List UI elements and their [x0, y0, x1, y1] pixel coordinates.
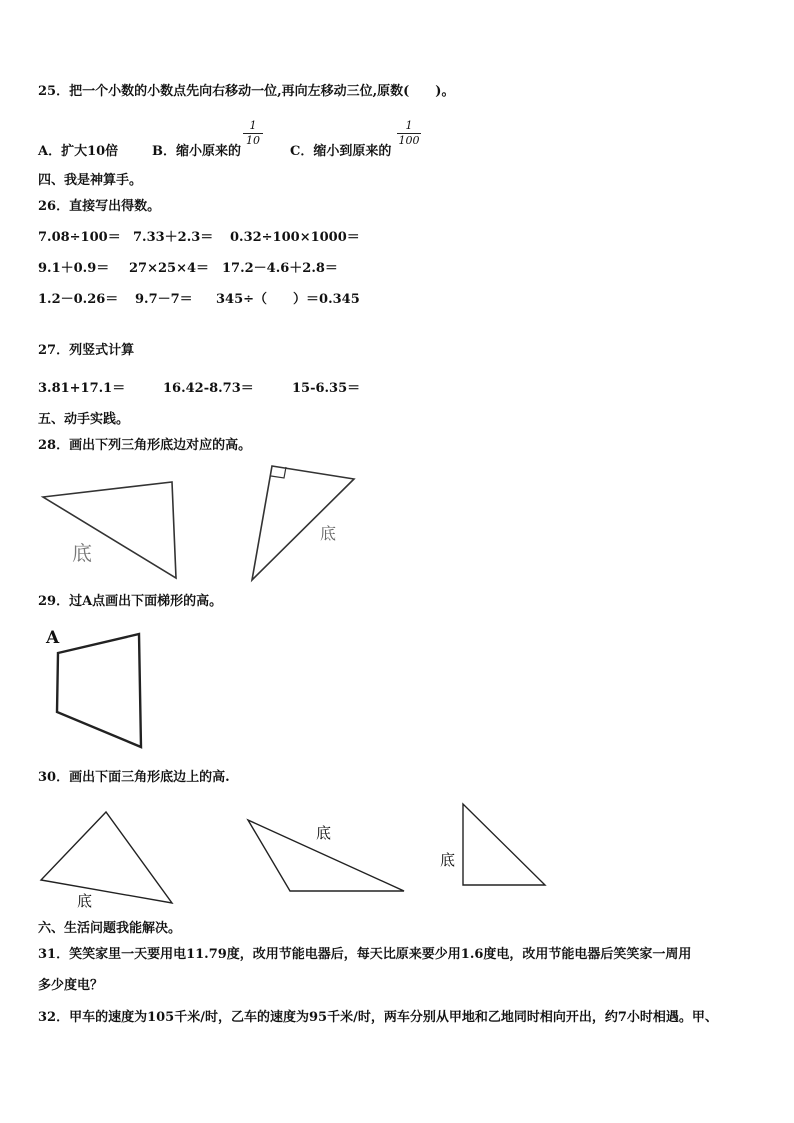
q25-option-c-fraction: [397, 120, 421, 147]
section-6-heading: 六、生活问题我能解决。: [38, 921, 182, 936]
q25-stem: 25．把一个小数的小数点先向右移动一位,再向左移动三位,原数( )。: [38, 84, 455, 99]
q27-item-1: 3.81+17.1＝: [38, 381, 126, 396]
q26-r3-c2: 9.7－7＝: [135, 292, 193, 307]
q30-stem: 30．画出下面三角形底边上的高.: [38, 770, 230, 785]
q27-item-2: 16.42-8.73＝: [163, 381, 254, 396]
q30-base-label-2: 底: [316, 824, 332, 842]
q25-option-b-fraction: [243, 120, 263, 147]
fraction-denominator: 100: [398, 134, 420, 147]
q26-r3-c1: 1.2－0.26＝: [38, 292, 119, 307]
fraction-denominator: 10: [246, 134, 260, 147]
q26-stem: 26．直接写出得数。: [38, 199, 161, 214]
trapezoid-shape: [57, 634, 141, 747]
fraction-numerator: 1: [249, 119, 257, 132]
q30-base-label-3: 底: [440, 851, 456, 869]
q25-option-c: C．缩小到原来的: [290, 144, 392, 159]
q32-line-1: 32．甲车的速度为105千米/时，乙车的速度为95千米/时，两车分别从甲地和乙地同时相向开出，约7小时相遇。甲、: [38, 1010, 718, 1025]
q31-line-1: 31．笑笑家里一天要用电11.79度，改用节能电器后，每天比原来要少用1.6度电，改用节能电器后笑笑家一周用: [38, 947, 692, 962]
q29-stem: 29．过A点画出下面梯形的高。: [38, 594, 223, 609]
triangle-shape: [252, 466, 354, 580]
fraction-numerator: 1: [405, 119, 413, 132]
triangle-shape: [43, 482, 176, 578]
q25-option-b: B．缩小原来的: [152, 144, 241, 159]
right-angle-mark: [271, 467, 286, 478]
q26-r1-c2: 7.33＋2.3＝: [133, 230, 214, 245]
triangle-shape: [463, 804, 545, 885]
q26-r3-c3: 345÷（ ）＝0.345: [216, 292, 360, 307]
q26-r1-c1: 7.08÷100＝: [38, 230, 121, 245]
q29-point-a-label: A: [46, 628, 60, 648]
q30-base-label-1: 底: [77, 892, 93, 910]
q26-r2-c2: 27×25×4＝: [129, 261, 210, 276]
q25-option-a: A．扩大10倍: [38, 144, 119, 159]
q26-r2-c3: 17.2－4.6＋2.8＝: [222, 261, 338, 276]
section-5-heading: 五、动手实践。: [38, 412, 130, 427]
q28-stem: 28．画出下列三角形底边对应的高。: [38, 438, 252, 453]
section-4-heading: 四、我是神算手。: [38, 173, 143, 188]
triangle-shape: [41, 812, 172, 903]
q27-item-3: 15-6.35＝: [292, 381, 361, 396]
q28-base-label-2: 底: [320, 524, 337, 543]
q28-base-label-1: 底: [72, 541, 92, 565]
q26-r1-c3: 0.32÷100×1000＝: [230, 230, 360, 245]
q31-line-2: 多少度电？: [38, 978, 104, 993]
q27-stem: 27．列竖式计算: [38, 343, 135, 358]
q26-r2-c1: 9.1＋0.9＝: [38, 261, 110, 276]
